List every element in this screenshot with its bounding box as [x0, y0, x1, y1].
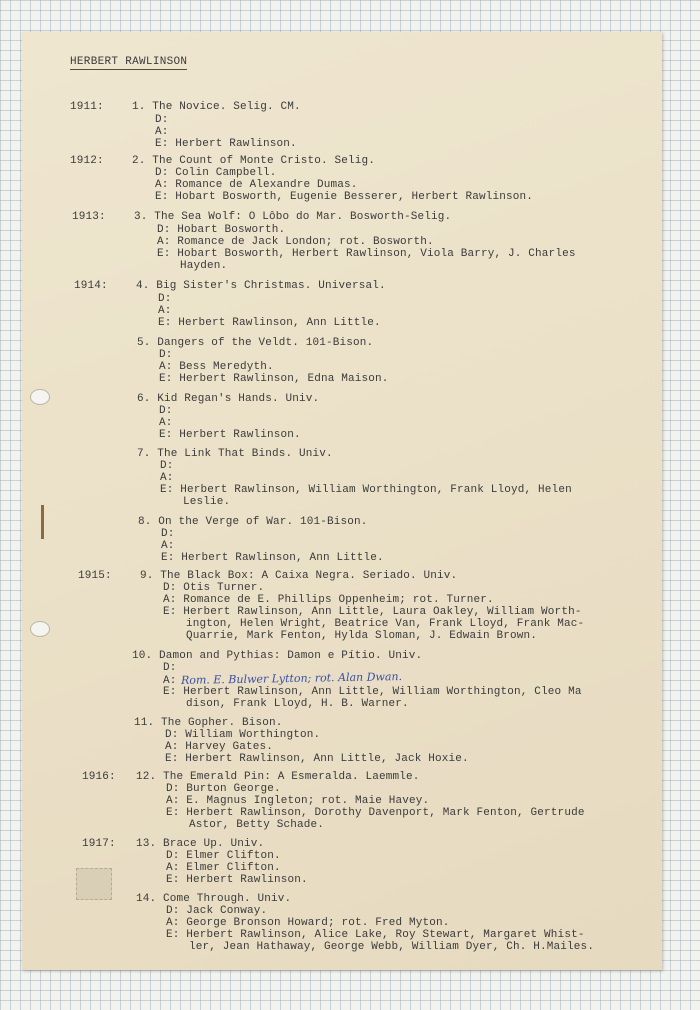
film-title: 14. Come Through. Univ. [136, 893, 292, 905]
film-director: D: Colin Campbell. [155, 167, 277, 179]
film-cast: E: Hobart Bosworth, Eugenie Besserer, Herbert Rawlinson. [155, 191, 534, 203]
film-author: A: [160, 472, 174, 484]
film-author: A: [158, 305, 172, 317]
film-director: D: Hobart Bosworth. [157, 224, 286, 236]
film-author: A: [161, 540, 175, 552]
year-label: 1916: [82, 771, 116, 783]
film-cast: E: Herbert Rawlinson, Alice Lake, Roy Stewart, Margaret Whist- [166, 929, 585, 941]
film-director: D: Jack Conway. [166, 905, 268, 917]
film-director: D: Burton George. [166, 783, 281, 795]
film-director: D: [155, 114, 169, 126]
film-cast: E: Herbert Rawlinson, Ann Little. [158, 317, 381, 329]
year-label: 1911: [70, 101, 104, 113]
film-title: 8. On the Verge of War. 101-Bison. [138, 516, 368, 528]
film-cast: E: Herbert Rawlinson, Ann Little, William Worthington, Cleo Ma [163, 686, 582, 698]
film-director: D: [158, 293, 172, 305]
film-author: A: Romance de Jack London; rot. Bosworth. [157, 236, 434, 248]
film-title: 2. The Count of Monte Cristo. Selig. [132, 155, 376, 167]
film-director: D: [160, 460, 174, 472]
faded-stamp [76, 868, 112, 900]
year-label: 1913: [72, 211, 106, 223]
film-cast: E: Herbert Rawlinson. [159, 429, 301, 441]
film-cast-cont: ler, Jean Hathaway, George Webb, William Dyer, Ch. H.Mailes. [189, 941, 595, 953]
year-label: 1914: [74, 280, 108, 292]
film-title: 6. Kid Regan's Hands. Univ. [137, 393, 320, 405]
film-author: A: Bess Meredyth. [159, 361, 274, 373]
film-director: D: Otis Turner. [163, 582, 265, 594]
film-cast: E: Herbert Rawlinson, Ann Little. [161, 552, 384, 564]
film-author: A: Romance de Alexandre Dumas. [155, 179, 358, 191]
film-director: D: William Worthington. [165, 729, 321, 741]
year-label: 1915: [78, 570, 112, 582]
film-cast-cont: Leslie. [183, 496, 231, 508]
film-title: 11. The Gopher. Bison. [134, 717, 283, 729]
film-title: 5. Dangers of the Veldt. 101-Bison. [137, 337, 374, 349]
film-author: A: [155, 126, 169, 138]
film-director: D: [161, 528, 175, 540]
film-author: A: Harvey Gates. [165, 741, 274, 753]
film-director: D: [163, 662, 177, 674]
punch-hole [30, 621, 50, 637]
film-director: D: Elmer Clifton. [166, 850, 281, 862]
film-author: A: E. Magnus Ingleton; rot. Maie Havey. [166, 795, 430, 807]
film-director: D: [159, 349, 173, 361]
film-author: A: [163, 675, 177, 687]
film-author: A: Romance de E. Phillips Oppenheim; rot. Turner. [163, 594, 494, 606]
document-title: HERBERT RAWLINSON [70, 56, 188, 68]
film-cast-cont: Hayden. [180, 260, 228, 272]
film-cast: E: Herbert Rawlinson, Ann Little, Jack Hoxie. [165, 753, 469, 765]
film-title: 3. The Sea Wolf: O Lôbo do Mar. Bosworth-Selig. [134, 211, 452, 223]
film-cast: E: Herbert Rawlinson, Dorothy Davenport, Mark Fenton, Gertrude [166, 807, 585, 819]
year-label: 1917: [82, 838, 116, 850]
year-label: 1912: [70, 155, 104, 167]
handwritten-annotation: Rom. E. Bulwer Lytton; rot. Alan Dwan. [180, 670, 403, 687]
film-cast: E: Herbert Rawlinson, Ann Little, Laura Oakley, William Worth- [163, 606, 582, 618]
film-cast-cont: Quarrie, Mark Fenton, Hylda Sloman, J. Edwain Brown. [186, 630, 538, 642]
film-author: A: George Bronson Howard; rot. Fred Myton. [166, 917, 450, 929]
film-author: A: Elmer Clifton. [166, 862, 281, 874]
film-title: 1. The Novice. Selig. CM. [132, 101, 301, 113]
film-title: 7. The Link That Binds. Univ. [137, 448, 333, 460]
film-title: 13. Brace Up. Univ. [136, 838, 265, 850]
film-cast-cont: Astor, Betty Schade. [189, 819, 325, 831]
film-author: A: [159, 417, 173, 429]
film-cast: E: Herbert Rawlinson. [166, 874, 308, 886]
film-cast: E: Herbert Rawlinson, Edna Maison. [159, 373, 389, 385]
film-cast-cont: dison, Frank Lloyd, H. B. Warner. [186, 698, 409, 710]
film-cast-cont: ington, Helen Wright, Beatrice Van, Frank Lloyd, Frank Mac- [186, 618, 585, 630]
film-title: 9. The Black Box: A Caixa Negra. Seriado. Univ. [140, 570, 458, 582]
punch-hole [30, 389, 50, 405]
film-title: 12. The Emerald Pin: A Esmeralda. Laemmle. [136, 771, 420, 783]
film-cast: E: Herbert Rawlinson. [155, 138, 297, 150]
film-title: 4. Big Sister's Christmas. Universal. [136, 280, 386, 292]
paper-mark [41, 505, 44, 539]
film-director: D: [159, 405, 173, 417]
document-sheet [22, 32, 662, 970]
film-cast: E: Hobart Bosworth, Herbert Rawlinson, Viola Barry, J. Charles [157, 248, 576, 260]
film-cast: E: Herbert Rawlinson, William Worthington, Frank Lloyd, Helen [160, 484, 572, 496]
film-title: 10. Damon and Pythias: Damon e Pítio. Univ. [132, 650, 423, 662]
